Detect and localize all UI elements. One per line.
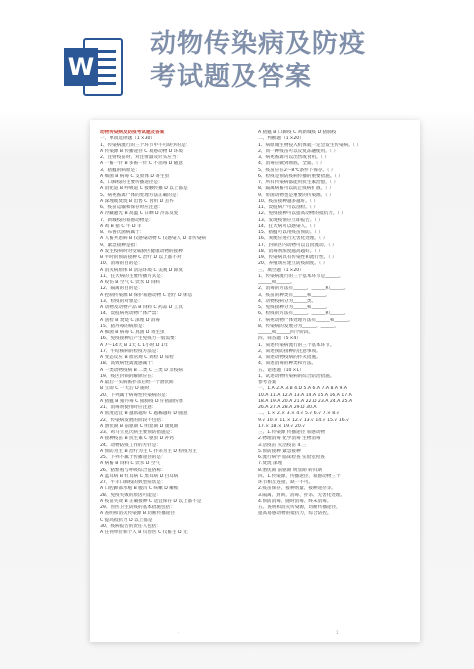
text-line: 5、免疫接种分为______和______。 — [258, 305, 330, 310]
text-line: 19、疫区封锁的解除应在： — [100, 373, 157, 379]
text-line: A 变态反应 B 血常规 C 粪检 D 尿检 — [100, 355, 174, 360]
text-line: A 咬伤 B 空气 C 饮水 D 饲料 — [100, 280, 161, 285]
text-line: 23、鸡马立克氏病主要预防措施是： — [100, 430, 175, 435]
text-line: 25、下列不属于传播途径的是： — [100, 455, 166, 460]
text-line: 16、免疫接种后产生免疫力一般需要： — [100, 336, 180, 342]
text-line: 6、疫苗运输和保存时应注意： — [100, 205, 163, 210]
text-line: 2、注射疫苗时，对注射器及针头应当： — [100, 155, 182, 160]
text-line: 1、传染病流行的三个基本环节是______、 — [258, 273, 344, 279]
text-line: 13、检疫的对象是： — [100, 298, 143, 304]
text-line: 3、病死畜禽可以出售或食用。（ ） — [258, 155, 329, 160]
text-line: 10.A 11.A 12.A 13.A 14.A 15.A 16.A 17.A — [258, 392, 352, 398]
text-line: 9、紧急接种是指： — [100, 242, 140, 248]
text-line: 三、1.传染源 传播途径 易感动物 — [258, 430, 326, 435]
text-line: 8.潜伏期 前驱期 明显期 转归期 — [258, 467, 322, 473]
text-line: A 细菌 B 病毒 C 支原体 D 寄生虫 — [100, 173, 170, 179]
text-line: A 发生疫病时对受威胁区健康动物的接种 — [100, 248, 183, 254]
text-line: 5.预防接种 紧急接种 — [258, 448, 301, 454]
title-line-1: 动物传染病及防疫 — [150, 29, 367, 59]
text-line: 8、布鲁氏菌病属于： — [100, 230, 145, 235]
text-line: 10、消毒的目的是： — [100, 261, 143, 267]
text-line: 15、猪瘟可以用疫苗预防。（ ） — [258, 230, 323, 235]
text-line: 27、牛羊口蹄疫的典型症状是： — [100, 480, 166, 485]
text-line: 28、免疫失败的原因可能是： — [100, 492, 161, 498]
text-line: A 浓度适宜 B 越浓越好 C 越稀越好 D 随意 — [100, 411, 188, 417]
text-line: A 控制传染源 B 保护易感动物 C 治疗 D 休息 — [100, 292, 193, 298]
text-line: 14、炭疽病死动物尸体严禁： — [100, 311, 161, 317]
text-line: 11、狂犬病的主要传播方式是： — [100, 273, 166, 279]
text-line: 26、猪繁殖与呼吸综合征俗称： — [100, 467, 166, 473]
document-page — [90, 120, 420, 642]
text-line: 9、带菌动物也是重要的传染源。（ ） — [258, 192, 334, 198]
text-line: A 一类动物疫病 B 二类 C 三类 D 非疫病 — [100, 367, 183, 373]
text-line: ______和______。 — [258, 280, 295, 285]
text-line: 二、判断题（1′×20） — [258, 136, 304, 142]
text-line: A 查明和消灭传染源 B 切断传播途径 — [100, 511, 175, 517]
text-line: 一、1.A 2.A 3.B 4.D 5.A 6.A 7.A 8.A 9.A — [258, 386, 348, 392]
text-line: 参考答案 — [258, 380, 277, 385]
text-line: A 蓝耳病 B 红耳病 C 黑耳病 D 白耳病 — [100, 473, 179, 479]
header — [0, 0, 474, 120]
text-line: 11、炭疽病尸可以剖检。（ ） — [258, 205, 319, 210]
right-text-lines — [258, 130, 406, 518]
text-line: A 口腔蹄部水疱 B 腹泻 C 咳嗽 D 瘫痪 — [100, 486, 179, 492]
text-line: 4.预防消毒、随时消毒、终末消毒。 — [258, 498, 332, 504]
text-line: A 冷藏避光 B 高温 C 日晒 D 冷冻反复 — [100, 211, 179, 217]
text-line: 三、填空题（1′×20） — [258, 267, 304, 273]
text-line: 2.物理消毒 化学消毒 生物消毒 — [258, 436, 321, 442]
text-line: 4、口蹄疫的主要传播途径是： — [100, 180, 163, 185]
word-document-icon — [62, 36, 124, 98]
text-line: 五、查明和消灭传染源，切断传播途径， — [258, 505, 341, 510]
left-text-lines — [100, 136, 248, 536]
text-line: 1、传染病流行的三个环节中不可缺少的是： — [100, 142, 191, 148]
text-line: A 动物及动物产品 B 饲料 C 药品 D 工具 — [100, 305, 183, 310]
text-line: 18.A 19.A 20.A 21.A 22.D 23.A 24.A 25.A — [258, 398, 353, 404]
page-title — [150, 28, 366, 94]
text-line: 24、动物防疫工作的方针是： — [100, 442, 161, 448]
text-line: 4、消毒应做到彻底、全面。（ ） — [258, 161, 325, 167]
text-line: 18、消毒剂浓度越高越好。（ ） — [258, 248, 323, 254]
text-line: 1、病原微生物侵入机体就一定会发生传染病。（ ） — [258, 142, 362, 148]
text-line: 3、简述动物疫病的扑灭措施。 — [258, 355, 321, 360]
text-line: 29、兽医卫生防疫的基本措施包括： — [100, 505, 175, 510]
text-line: 提高易感动物的抵抗力，综合防控。 — [258, 511, 332, 517]
text-line: 16、粪便应进行无害化处理。（ ） — [258, 236, 328, 242]
text-line: 21、消毒剂使用时应注意： — [100, 405, 157, 410]
text-line: 6、检疫的方法有______、______和______。 — [258, 311, 349, 317]
text-line: A 细菌 B 病毒 C 真菌 D 寄生虫 — [100, 330, 165, 335]
text-line: 8、隔离病畜可以防止疫病扩散。（ ） — [258, 186, 334, 192]
text-line: A 深埋或焚烧 B 出售 C 食用 D 丢弃 — [100, 198, 174, 204]
right-column — [258, 130, 406, 518]
text-line: A 7～14天 B 1天 C 1小时 D 1年 — [100, 342, 169, 348]
text-line: 7.焚烧 深埋 — [258, 461, 283, 467]
text-line: A 猪瘟 B 口蹄疫 C 鸡新城疫 D 猪肺疫 — [258, 130, 337, 135]
page-marker-left: · — [178, 630, 180, 635]
text-line: 2、同一种疫苗可以反复冻融使用。（ ） — [258, 148, 339, 154]
text-line: 7、所有传染病都能用抗生素治愈。（ ） — [258, 180, 339, 185]
text-line: 3.活疫苗 灭活疫苗 4.三 — [258, 442, 307, 448]
text-line: A 消化道 B 呼吸道 C 接触传播 D 以上都是 — [100, 186, 188, 192]
text-line: 7、病死动物尸体处理方法有______和______。 — [258, 317, 353, 323]
text-line: 9.√ 10.× 11.× 12.√ 13.√ 14.√ 15.√ 16.√ — [258, 417, 350, 423]
text-line: 20、下列属于病毒性传染病的是： — [100, 392, 171, 398]
text-line: 26.A 27.A 28.A 29.D 30.A — [258, 405, 317, 410]
text-line: A 一畜一针 B 多畜一针 C 不消毒 D 随意 — [100, 161, 183, 167]
text-line: 1、试述动物传染病的综合防治措施。 — [258, 373, 335, 379]
text-line: A 病畜 B 饲料 C 饮水 D 空气 — [100, 461, 161, 467]
text-line: 2、简述预防接种的注意事项。 — [258, 348, 321, 354]
text-line: 5、疫苗应在2～8℃条件下保存。（ ） — [258, 167, 336, 173]
text-line: 12、免疫接种可以提高动物的抵抗力。（ ） — [258, 211, 346, 217]
text-line: 五、论述题（10′×1） — [258, 367, 304, 373]
text-line: 4、简述消毒的种类和方法。 — [258, 361, 317, 367]
document-title: 动物传染病及防疫考试题及答案 — [100, 130, 165, 135]
text-line: 5、病死畜禽尸体的处理方法正确的是： — [100, 192, 182, 198]
text-line: 3、猪瘟的病原是： — [100, 167, 140, 173]
text-line: 12、隔离的目的是： — [100, 286, 143, 292]
text-line: A 猪瘟 B 猪丹毒 C 猪肺疫 D 仔猪副伤寒 — [100, 398, 183, 404]
text-line: ______和______四个阶段。 — [258, 330, 314, 335]
text-line: 22、传染病发展的阶段不包括： — [100, 417, 166, 423]
text-line: 18、高致病性禽流感属于： — [100, 361, 157, 367]
text-line: B 平时的预防接种 C 治疗 D 以上都不对 — [100, 255, 182, 260]
word-icon-letter: W — [67, 53, 95, 81]
text-line: 17.× 18.× 19.√ 20.√ — [258, 423, 306, 429]
text-line: A 人畜共患病 B 仅感染动物 C 仅感染人 D 非传染病 — [100, 236, 206, 242]
text-line: 四、1.传染源、传播途径、易感动物三个 — [258, 473, 341, 479]
text-line: C 提高抵抗力 D 以上都是 — [100, 517, 153, 523]
page-number: 1 — [336, 630, 339, 635]
text-line: A 疫苗失效 B 正确接种 C 适宜保存 D 以上都不是 — [100, 498, 202, 504]
text-line: 2.疫苗保存、接种剂量、接种途径等。 — [258, 486, 336, 492]
text-line: 一、单项选择题（1′×30） — [100, 136, 156, 142]
text-line: 3、疫苗的种类有______和______。 — [258, 292, 330, 298]
text-line: A 传染源 B 传播途径 C 易感动物 D 环境 — [100, 148, 183, 154]
text-line: 1、简述传染病流行的三个基本环节。 — [258, 342, 335, 348]
text-line: A 剖检 B 焚烧 C 深埋 D 消毒 — [100, 317, 161, 323]
text-line: 20、养殖场应建立防疫制度。（ ） — [258, 261, 328, 267]
text-line: 四、简答题（5′×4） — [258, 336, 301, 342]
text-line: 二、1.× 2.× 3.× 4.√ 5.√ 6.√ 7.× 8.√ — [258, 411, 340, 417]
text-line: 3.隔离、封锁、消毒、扑杀、无害化处理。 — [258, 492, 346, 498]
text-line: A 最后一头病畜扑杀后经一个潜伏期 — [100, 380, 174, 385]
text-line: 17、封锁区内动物可以自由流动。（ ） — [258, 242, 337, 248]
text-line: 15、猪丹毒的病原是： — [100, 323, 148, 329]
title-line-2: 考试题及答案 — [150, 62, 313, 92]
text-line: 2、消毒的方法有______、______和______。 — [258, 286, 349, 292]
text-line: A 接种疫苗 B 抗生素 C 驱虫 D 补钙 — [100, 436, 174, 442]
text-line: 19、传染病具有传染性和流行性。（ ） — [258, 255, 337, 260]
text-line: 10、疫苗接种越多越好。（ ） — [258, 198, 319, 204]
text-line: A 消灭病原体 B 清洁环境 C 美观 D 除臭 — [100, 267, 183, 273]
text-line: 17、牛结核病的检疫方法是： — [100, 348, 161, 354]
text-line: 30、疫病报告的责任人包括： — [100, 523, 161, 529]
text-line: A 任何单位和个人 B 仅兽医 C 仅畜主 D 无 — [100, 530, 188, 535]
text-line: 6、检疫是预防疫病传播的重要措施。（ ） — [258, 173, 343, 179]
text-line: 6.流行病学 临床检查 实验室检查 — [258, 455, 326, 460]
text-line: A 鸡 B 猪 C 牛 D 羊 — [100, 223, 142, 229]
text-line: 13、发现疫情应立即报告。（ ） — [258, 217, 323, 223]
left-column — [100, 130, 248, 536]
text-line: 7、新城疫的易感动物是： — [100, 217, 154, 223]
text-line: A 预防为主 B 治疗为主 C 扑杀为主 D 检疫为主 — [100, 448, 197, 454]
text-line: B 立即 C 一天后 D 随时 — [100, 386, 150, 392]
text-line: 4、动物疫病分为______类。 — [258, 298, 317, 304]
text-line: 14、狂犬病可以感染人。（ ） — [258, 223, 319, 229]
text-line: A 潜伏期 B 前驱期 C 明显期 D 康复期 — [100, 423, 179, 429]
text-line: 环节相互连接，缺一不可。 — [258, 480, 314, 485]
text-line: 8、传染病的发展分为______、______、 — [258, 323, 340, 329]
